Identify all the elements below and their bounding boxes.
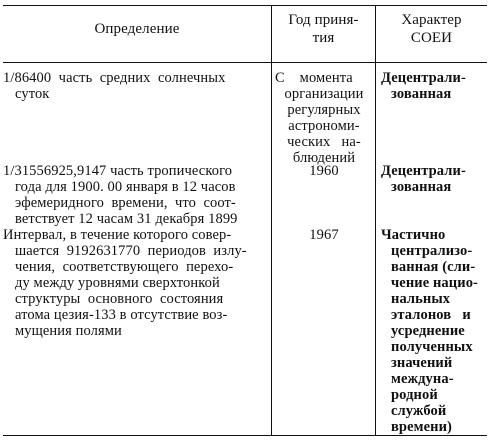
row-3-definition [3, 227, 267, 339]
row-2-definition-line-4: ветствует 12 часам 31 декабря 1899 [15, 211, 238, 227]
row-3-character-line-1: Частично [381, 227, 446, 243]
table-top-rule [3, 5, 487, 6]
row-1-year-line-3: регулярных [287, 102, 361, 118]
row-3-character-line-7: усреднение [391, 323, 465, 339]
row-1-definition-line-2: суток [15, 86, 50, 102]
header-year-line-1: Год приня- [288, 12, 359, 28]
row-3-definition-line-6: атома цезия-133 в отсутствие воз- [15, 307, 228, 323]
row-3-character [381, 227, 485, 435]
row-3-definition-line-7: мущения полями [15, 323, 122, 339]
row-3-definition-line-2: шается 9192631770 периодов излу- [15, 243, 247, 259]
row-2-character [381, 163, 485, 195]
header-definition-label: Определение [94, 21, 180, 37]
column-divider-1 [271, 5, 272, 436]
table-header-rule [3, 62, 487, 63]
row-1-year-line-2: организации [284, 86, 364, 102]
row-2-character-line-2: зованная [391, 179, 452, 195]
row-1-year-line-5: ческих на- [287, 134, 361, 150]
row-3-character-line-4: чение нацио- [391, 275, 478, 291]
row-3-definition-line-1: Интервал, в течение которого совер- [3, 227, 232, 243]
row-1-character-line-1: Децентрали- [381, 70, 466, 86]
row-1-definition-line-1: 1/86400 часть средних солнечных [3, 70, 226, 86]
row-3-definition-line-3: чения, соответствующего перехо- [15, 259, 234, 275]
row-1-character [381, 70, 485, 102]
row-2-definition-line-3: эфемеридного времени, что соот- [15, 195, 236, 211]
header-character-line-2: СОЕИ [410, 30, 453, 46]
column-divider-2 [375, 5, 376, 436]
row-1-character-line-2: зованная [391, 86, 452, 102]
row-2-year-line-1: 1960 [309, 163, 339, 179]
row-3-year [275, 227, 373, 243]
row-3-character-line-11: родной [391, 387, 438, 403]
row-2-year [275, 163, 373, 179]
row-3-character-line-9: значений [391, 355, 453, 371]
row-3-character-line-10: междуна- [391, 371, 454, 387]
definitions-table [3, 5, 487, 437]
row-2-definition-line-2: года для 1900. 00 января в 12 часов [15, 179, 236, 195]
row-3-definition-line-4: ду между уровнями сверхтонкой [15, 275, 220, 291]
row-1-year-line-1: С момента [275, 70, 353, 86]
row-1-year-line-4: астрономи- [288, 118, 360, 134]
header-year [272, 11, 375, 47]
row-3-character-line-3: ванная (сли- [391, 259, 476, 275]
row-3-character-line-12: службой [391, 403, 447, 419]
row-3-character-line-6: эталонов и [391, 307, 471, 323]
row-3-year-line-1: 1967 [309, 227, 339, 243]
row-3-character-line-8: полученных [391, 339, 473, 355]
row-3-definition-line-5: структуры основного состояния [15, 291, 224, 307]
header-character-line-1: Характер [401, 12, 462, 28]
header-character [376, 11, 487, 47]
row-2-definition-line-1: 1/31556925,9147 часть тропического [3, 163, 233, 179]
row-3-character-line-5: нальных [391, 291, 451, 307]
row-1-year-line-6: блюдений [292, 150, 356, 166]
row-3-character-line-13: времени) [391, 419, 452, 435]
header-definition [3, 20, 271, 38]
table-bottom-rule [3, 435, 487, 436]
row-1-year [275, 70, 373, 166]
row-2-definition [3, 163, 267, 227]
header-year-line-2: тия [312, 30, 335, 46]
row-3-character-line-2: централизо- [391, 243, 473, 259]
row-1-definition [3, 70, 267, 102]
row-2-character-line-1: Децентрали- [381, 163, 466, 179]
